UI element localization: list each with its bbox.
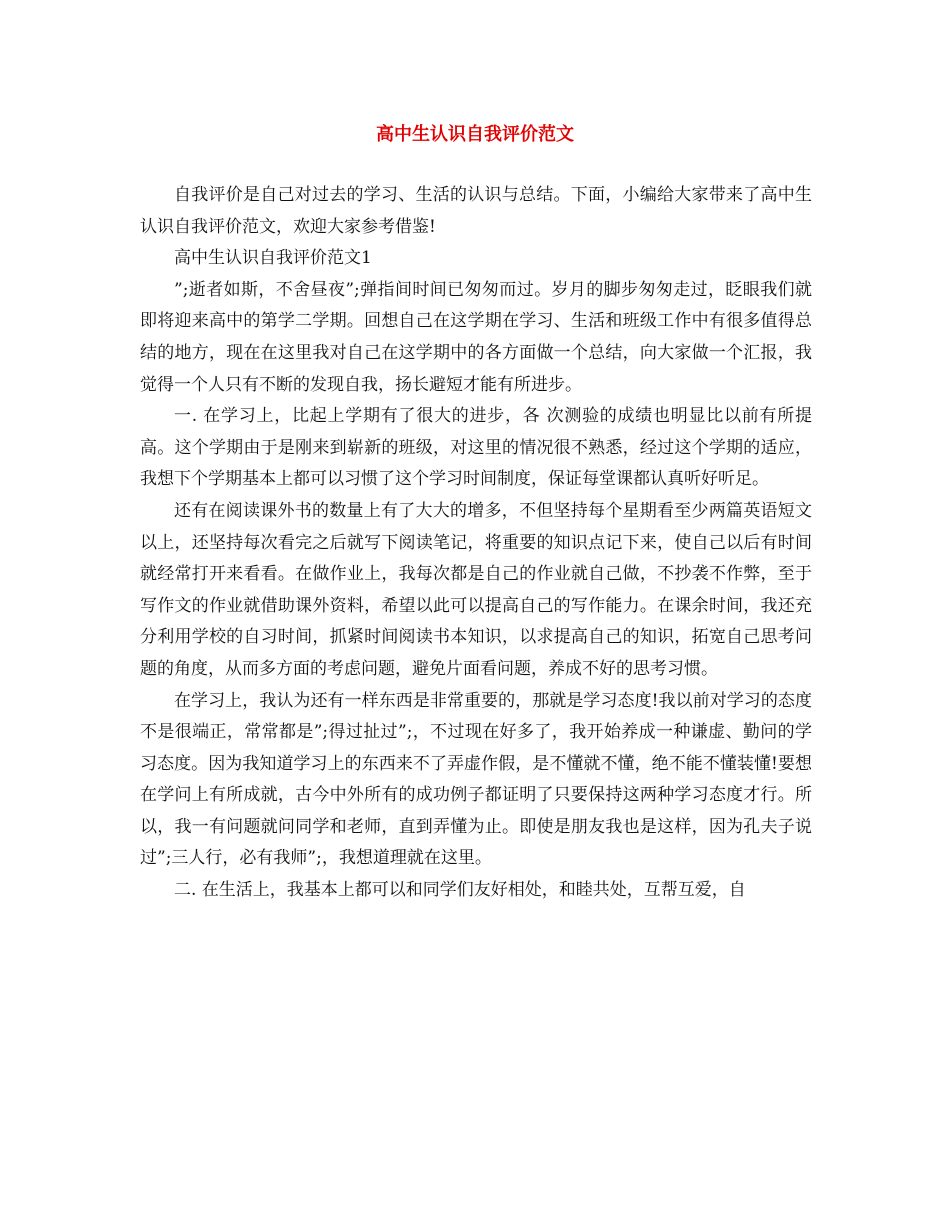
paragraph-study-section: 一. 在学习上，比起上学期有了很大的进步，各 次测验的成绩也明显比以前有所提高。这个学期由于是刚来到崭新的班级，对这里的情况很不熟悉，经过这个学期的适应，我想下个学期基本上都可以习惯了这个学习时间制度，保证每堂课都认真听好听足。	[140, 406, 812, 490]
paragraph-life-section: 二. 在生活上，我基本上都可以和同学们友好相处，和睦共处，互帮互爱，自	[174, 880, 746, 901]
paragraph-reading: 还有在阅读课外书的数量上有了大大的增多，不但坚持每个星期看至少两篇英语短文以上，还坚持每次看完之后就写下阅读笔记，将重要的知识点记下来，使自己以后有时间就经常打开来看看。在做作业上，我每次都是自己的作业就自己做，不抄袭不作弊，至于写作文的作业就借助课外资料，希望以此可以提高自己的写作能力。在课余时间，我还充分利用学校的自习时间，抓紧时间阅读书本知识，以求提高自己的知识，拓宽自己思考问题的角度，从而多方面的考虑问题，避免片面看问题，养成不好的思考习惯。	[140, 500, 812, 679]
paragraph-intro: 自我评价是自己对过去的学习、生活的认识与总结。下面，小编给大家带来了高中生认识自我评价范文，欢迎大家参考借鉴!	[140, 185, 812, 237]
paragraph-time-passing: ”;逝者如斯，不舍昼夜”;弹指间时间已匆匆而过。岁月的脚步匆匆走过，眨眼我们就即将迎来高中的第学二学期。回想自己在这学期在学习、生活和班级工作中有很多值得总结的地方，现在在这里我对自己在这学期中的各方面做一个总结，向大家做一个汇报，我觉得一个人只有不断的发现自我，扬长避短才能有所进步。	[140, 279, 812, 395]
paragraph-attitude: 在学习上，我认为还有一样东西是非常重要的，那就是学习态度!我以前对学习的态度不是很端正，常常都是”;得过扯过”;，不过现在好多了，我开始养成一种谦虚、勤问的学习态度。因为我知道学习上的东西来不了弄虚作假，是不懂就不懂，绝不能不懂装懂!要想在学问上有所成就，古今中外所有的成功例子都证明了只要保持这两种学习态度才行。所以，我一有问题就问同学和老师，直到弄懂为止。即使是朋友我也是这样，因为孔夫子说过”;三人行，必有我师”;，我想道理就在这里。	[140, 690, 812, 869]
document-body	[140, 180, 812, 907]
paragraph-heading-sample-1: 高中生认识自我评价范文1	[174, 248, 372, 269]
document-title: 高中生认识自我评价范文	[376, 124, 574, 145]
